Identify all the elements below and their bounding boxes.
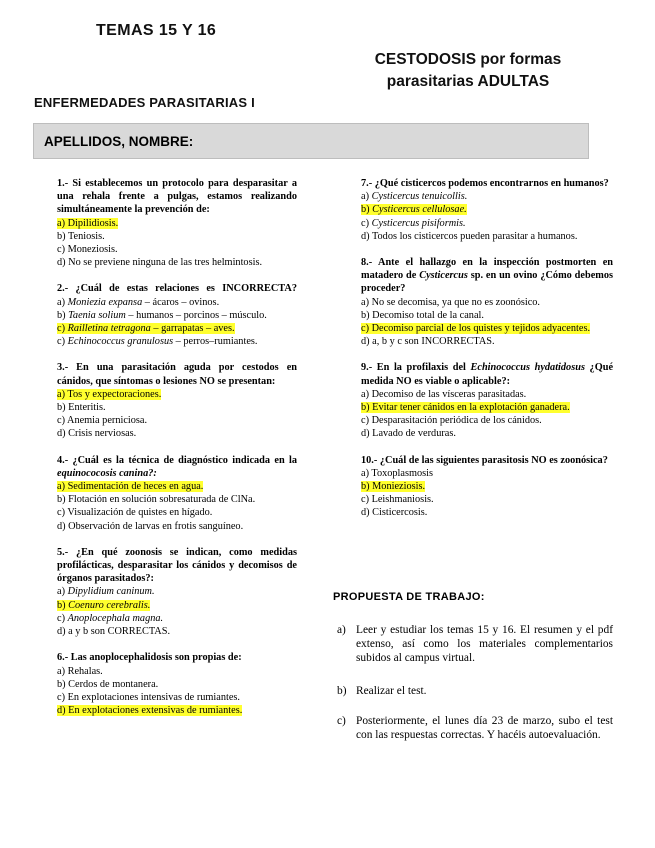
highlighted-answer: b) Monieziosis. — [361, 481, 426, 493]
option-rest: – perros–rumiantes. — [173, 336, 258, 348]
proposal-item-c — [337, 714, 613, 742]
question-text-italic: equinococosis canina?: — [57, 467, 157, 479]
option-d — [57, 704, 297, 717]
option-letter: c) — [361, 217, 372, 229]
highlighted-answer — [57, 323, 235, 334]
proposal-item-b — [337, 684, 613, 698]
option-d: d) Crisis nerviosas. — [57, 428, 137, 440]
option-a: a) No se decomisa, ya que no es zoonósico. — [361, 296, 540, 308]
option-a — [57, 296, 297, 309]
highlighted-answer: b) Evitar tener cánidos en la explotación ganadera. — [361, 402, 570, 414]
species-name: Moniezia expansa — [67, 296, 143, 308]
option-a — [57, 480, 297, 493]
proposal-letter: c) — [337, 715, 346, 727]
option-letter: a) — [57, 586, 68, 598]
species-name: Dipylidium caninum. — [67, 586, 155, 598]
question-10 — [361, 454, 613, 520]
question-text — [361, 256, 613, 296]
species-name: Railletina tetragona — [67, 323, 151, 335]
title-line-1: CESTODOSIS por formas — [374, 51, 562, 68]
species-name: Taenia solium — [68, 309, 126, 321]
option-b: b) Enteritis. — [57, 402, 106, 414]
question-text-part: 9.- En la profilaxis del — [361, 362, 471, 374]
option-letter: c) — [57, 323, 68, 335]
proposal-item-a — [337, 623, 613, 665]
question-text: 3.- En una parasitación aguda por cestodos en cánidos, que síntomas o lesiones NO se presentan: — [57, 362, 297, 387]
proposal-text: Leer y estudiar los temas 15 y 16. El resumen y el pdf extenso, así como los materiales complementarios subidos al campus virtual. — [356, 624, 613, 664]
question-5 — [57, 546, 297, 638]
highlighted-answer: a) Sedimentación de heces en agua. — [57, 481, 204, 493]
option-b — [361, 203, 613, 216]
option-a — [57, 585, 297, 598]
option-c — [361, 217, 613, 230]
option-c — [361, 322, 613, 335]
question-2 — [57, 282, 297, 348]
question-text: 7.- ¿Qué cisticercos podemos encontrarnos en humanos? — [361, 178, 609, 189]
option-d: d) Cisticercosis. — [361, 507, 428, 519]
highlighted-answer — [57, 600, 150, 611]
title-line-2: parasitarias ADULTAS — [386, 73, 550, 90]
question-8 — [361, 256, 613, 348]
species-name: Echinococcus granulosus — [67, 336, 174, 348]
species-name: Cysticercus tenuicollis. — [371, 191, 468, 203]
option-a — [57, 217, 297, 230]
highlighted-answer: c) Decomiso parcial de los quistes y tejidos adyacentes. — [361, 323, 591, 335]
question-text-part: 4.- ¿Cuál es la técnica de diagnóstico indicada en la — [57, 454, 297, 466]
question-4 — [57, 454, 297, 533]
option-d: d) a, b y c son INCORRECTAS. — [361, 336, 495, 348]
question-text-italic: Cysticercus — [419, 270, 468, 282]
species-name: Coenuro cerebralis. — [68, 599, 151, 611]
subject-heading: ENFERMEDADES PARASITARIAS I — [34, 95, 255, 110]
option-d: d) Todos los cisticercos pueden parasitar a humanos. — [361, 230, 578, 242]
proposal-text: Realizar el test. — [356, 685, 427, 697]
option-a: a) Decomiso de las vísceras parasitadas. — [361, 388, 527, 400]
question-1 — [57, 177, 297, 269]
option-b: b) Teniosis. — [57, 230, 105, 242]
highlighted-answer: a) Tos y expectoraciones. — [57, 388, 162, 400]
species-name: Anoplocephala magna. — [67, 612, 164, 624]
species-name: Cysticercus pisiformis. — [371, 217, 466, 229]
option-c: c) Desparasitación periódica de los cánidos. — [361, 415, 542, 427]
name-field-label: APELLIDOS, NOMBRE: — [44, 134, 194, 149]
option-c: c) Visualización de quistes en hígado. — [57, 507, 213, 519]
option-letter: b) — [57, 599, 69, 611]
option-letter: a) — [57, 296, 68, 308]
question-text: 2.- ¿Cuál de estas relaciones es INCORRECTA? — [57, 283, 297, 295]
proposal-letter: b) — [337, 685, 347, 697]
question-text-part: ¿Qué medida NO es viable o aplicable?: — [361, 362, 614, 387]
option-d — [57, 335, 297, 348]
option-b — [361, 401, 613, 414]
question-6 — [57, 651, 297, 717]
option-b: b) Decomiso total de la canal. — [361, 309, 484, 321]
highlighted-answer: d) En explotaciones extensivas de rumiantes. — [57, 705, 243, 717]
question-text-italic: Echinococcus hydatidosus — [470, 362, 585, 374]
question-text-part: sp. en un ovino ¿Cómo debemos proceder? — [361, 270, 614, 295]
option-letter: b) — [361, 204, 373, 216]
questions-column-right — [361, 177, 613, 533]
option-letter: c) — [57, 612, 68, 624]
option-d: d) Lavado de verduras. — [361, 428, 456, 440]
option-a: a) Rehalas. — [57, 665, 103, 677]
option-c: c) Anemia perniciosa. — [57, 415, 148, 427]
option-b: b) Cerdos de montanera. — [57, 678, 159, 690]
option-rest: – garrapatas – aves. — [150, 323, 235, 335]
option-b: b) Flotación en solución sobresaturada de ClNa. — [57, 494, 256, 506]
option-c: c) Moneziosis. — [57, 244, 118, 256]
option-d: d) No se previene ninguna de las tres helmintosis. — [57, 257, 263, 269]
option-d: d) Observación de larvas en frotis sanguíneo. — [57, 520, 244, 532]
question-text: 5.- ¿En qué zoonosis se indican, como medidas profilácticas, desparasitar los cánidos y decomisos de órganos parasitados?: — [57, 546, 297, 585]
question-text — [57, 454, 297, 480]
option-c — [57, 612, 297, 625]
proposal-letter: a) — [337, 624, 346, 636]
option-rest: – humanos – porcinos – músculo. — [125, 309, 267, 321]
question-9 — [361, 361, 613, 440]
highlighted-answer — [361, 204, 467, 215]
option-letter: b) — [57, 309, 69, 321]
option-a — [57, 388, 297, 401]
question-text: 1.- Si establecemos un protocolo para desparasitar a una rehala frente a pulgas, estamos realizando simultáneamente la prevención de: — [57, 178, 297, 216]
proposal-text: Posteriormente, el lunes día 23 de marzo, subo el test con las respuestas correctas. Y hacéis autoevaluación. — [356, 715, 613, 741]
option-c: c) En explotaciones intensivas de rumiantes. — [57, 691, 241, 703]
question-7 — [361, 177, 613, 243]
option-d: d) a y b son CORRECTAS. — [57, 626, 171, 638]
option-b — [57, 599, 297, 612]
highlighted-answer: a) Dipilidiosis. — [57, 217, 119, 229]
option-a — [361, 190, 613, 203]
option-rest: – ácaros – ovinos. — [142, 296, 220, 308]
topic-heading: TEMAS 15 Y 16 — [96, 22, 217, 39]
question-text: 10.- ¿Cuál de las siguientes parasitosis NO es zoonósica? — [361, 454, 608, 466]
questions-column-left — [57, 177, 297, 730]
option-b — [361, 480, 613, 493]
species-name: Cysticercus cellulosae. — [372, 204, 467, 216]
option-letter: c) — [57, 336, 68, 348]
option-a: a) Toxoplasmosis — [361, 467, 434, 479]
option-letter: a) — [361, 191, 372, 203]
option-c — [57, 322, 297, 335]
option-c: c) Leishmaniosis. — [361, 494, 434, 506]
question-text-part: 8.- Ante el hallazgo en la inspección postmorten en matadero de — [361, 257, 613, 282]
question-text: 6.- Las anoplocephalidosis son propias de: — [57, 652, 242, 664]
option-b — [57, 309, 297, 322]
work-proposal-heading: PROPUESTA DE TRABAJO: — [333, 591, 485, 603]
name-field[interactable] — [33, 123, 589, 159]
question-3 — [57, 361, 297, 440]
question-text — [361, 361, 613, 387]
